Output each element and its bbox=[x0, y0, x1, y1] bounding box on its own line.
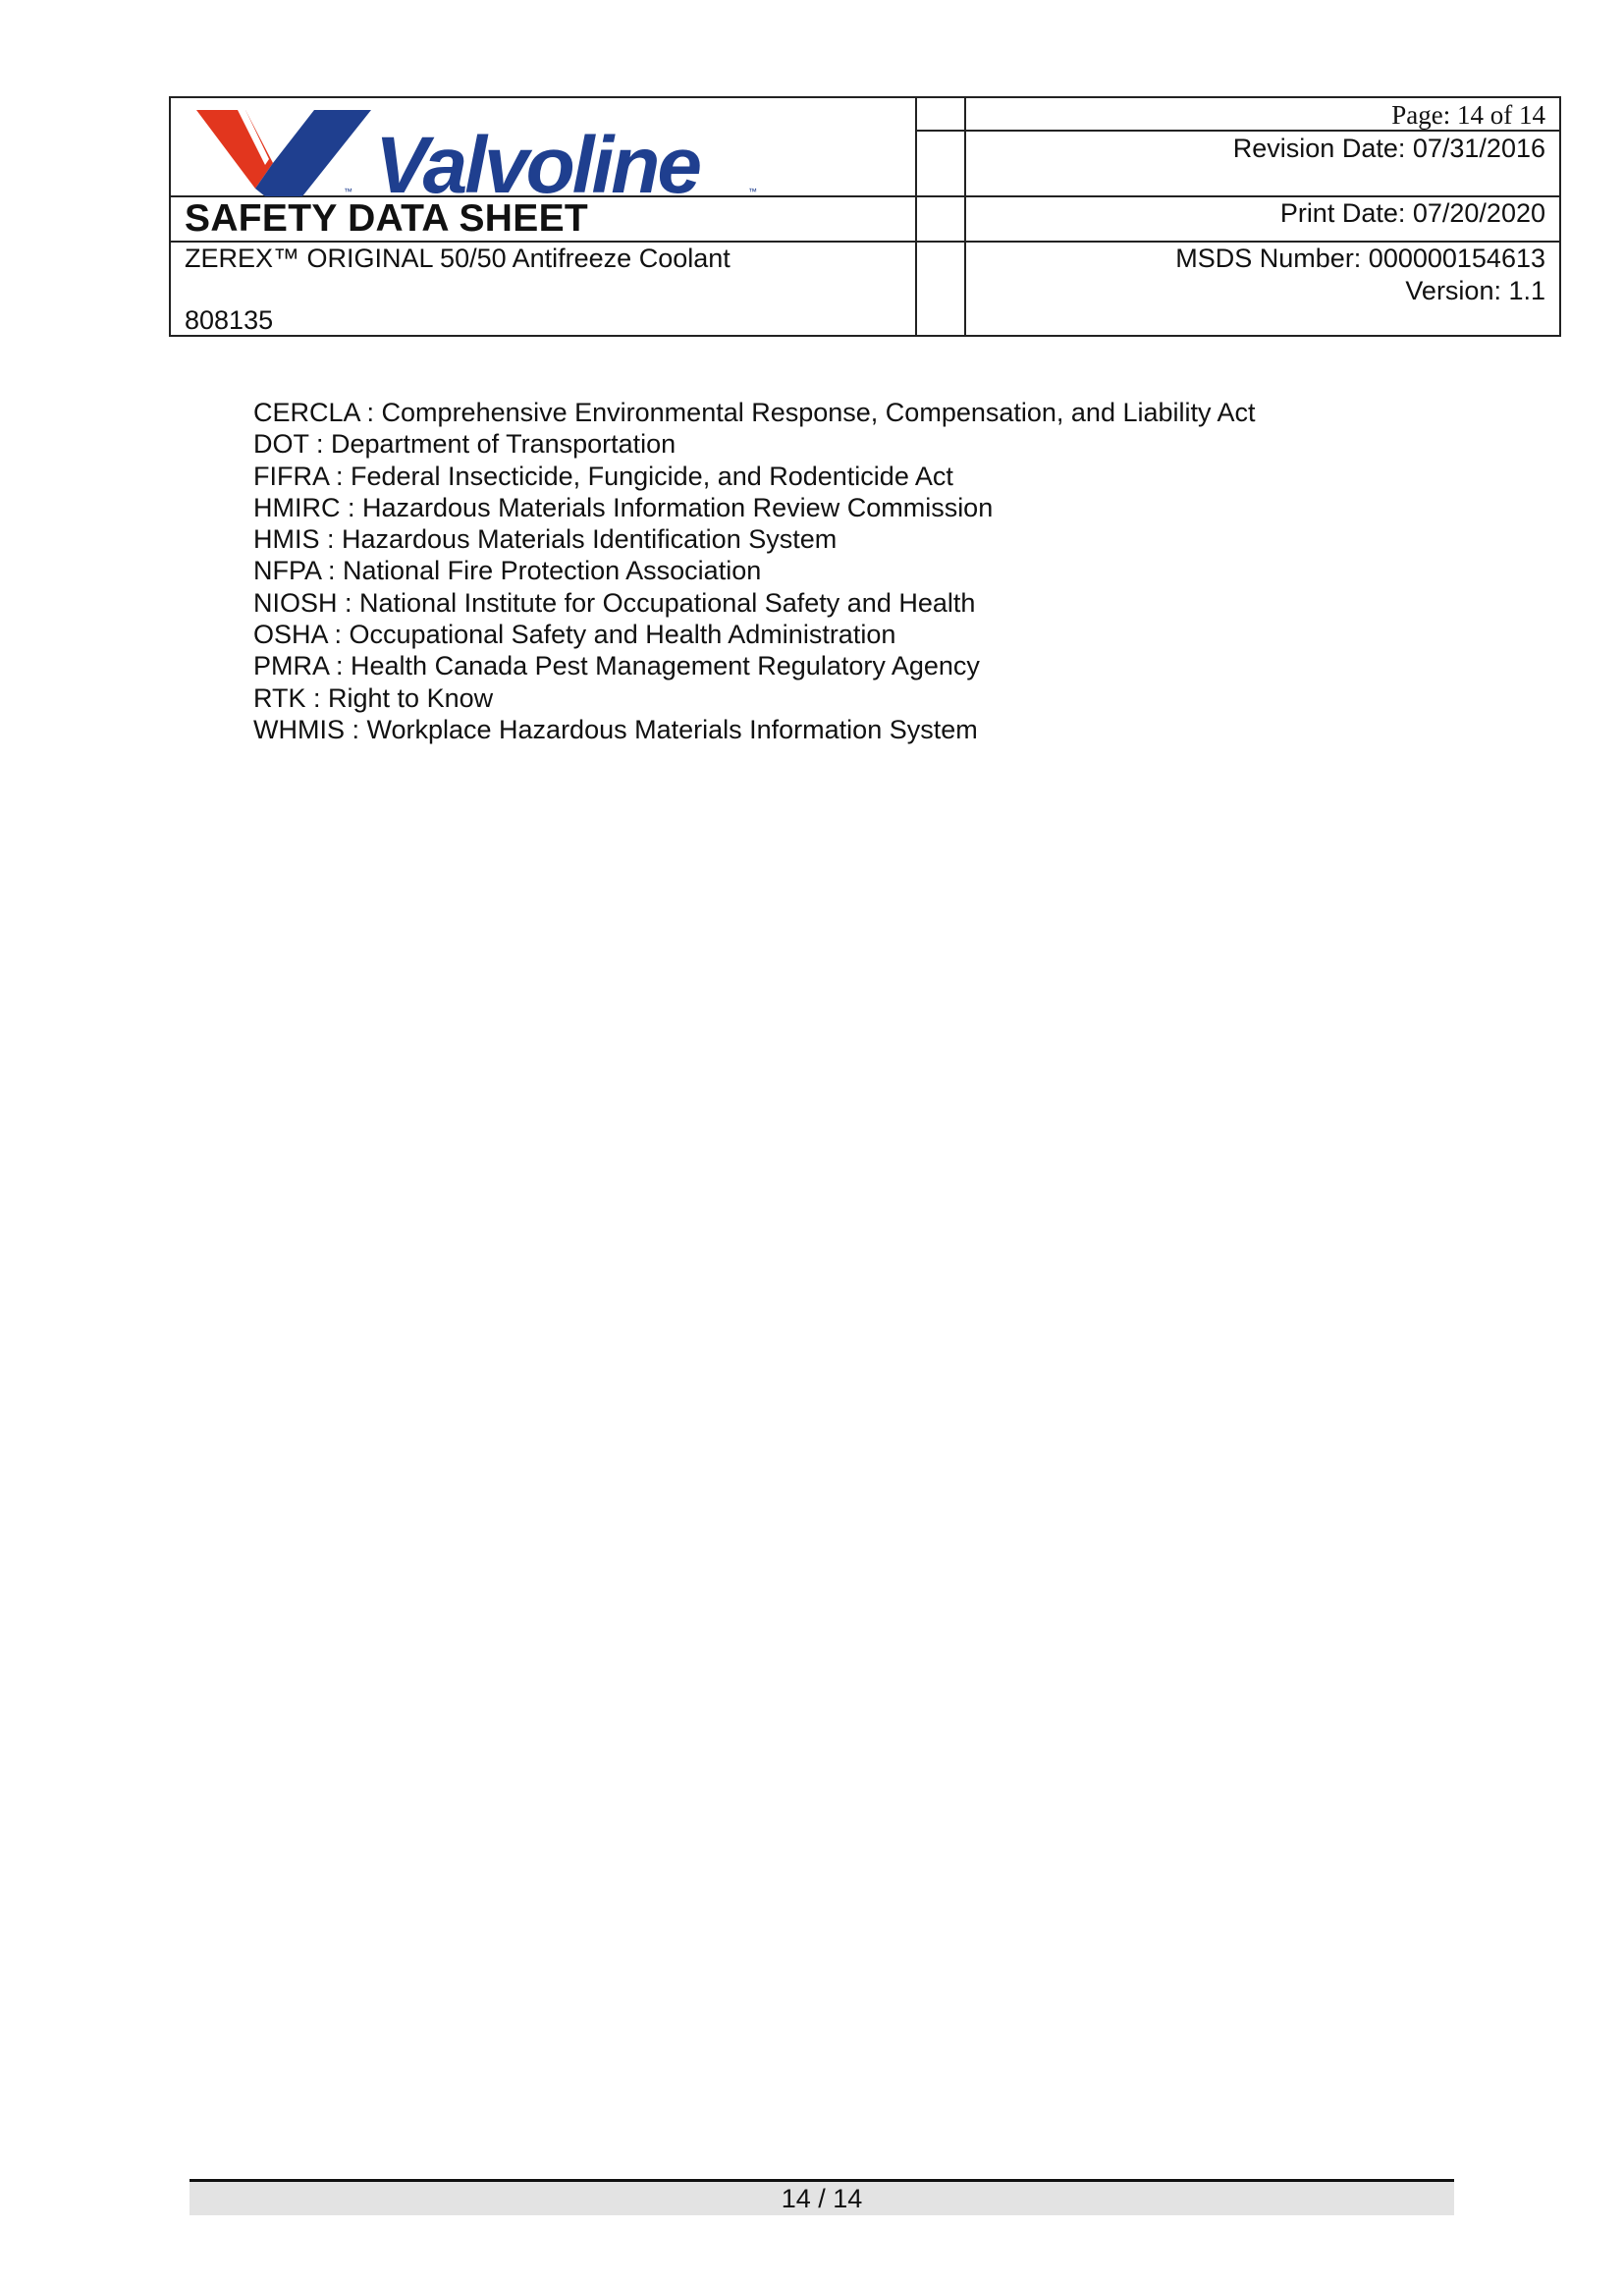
logo-blue-chevron bbox=[255, 110, 371, 196]
valvoline-logo bbox=[187, 102, 795, 196]
header-divider bbox=[964, 98, 966, 335]
abbreviations-list bbox=[253, 397, 1256, 745]
footer-bar bbox=[189, 2182, 1454, 2215]
document-title: SAFETY DATA SHEET bbox=[185, 197, 589, 240]
product-code: 808135 bbox=[185, 305, 274, 335]
trademark-mark: ™ bbox=[344, 187, 352, 196]
msds-number: MSDS Number: 000000154613 bbox=[1175, 244, 1545, 273]
list-item: HMIRC : Hazardous Materials Information Review Commission bbox=[253, 492, 994, 522]
list-item: CERCLA : Comprehensive Environmental Response, Compensation, and Liability Act bbox=[253, 398, 1256, 427]
list-item: NIOSH : National Institute for Occupational Safety and Health bbox=[253, 587, 976, 618]
list-item: DOT : Department of Transportation bbox=[253, 429, 677, 460]
version: Version: 1.1 bbox=[1405, 276, 1545, 305]
list-item: HMIS : Hazardous Materials Identification System bbox=[253, 524, 838, 555]
list-item: RTK : Right to Know bbox=[253, 682, 494, 713]
list-item: FIFRA : Federal Insecticide, Fungicide, and Rodenticide Act bbox=[253, 461, 953, 491]
document-header bbox=[169, 96, 1561, 337]
header-divider bbox=[915, 98, 917, 335]
trademark-mark: ™ bbox=[748, 187, 757, 196]
list-item: PMRA : Health Canada Pest Management Regulatory Agency bbox=[253, 651, 980, 681]
brand-wordmark: Valvoline bbox=[375, 121, 699, 196]
footer-page-number: 14 / 14 bbox=[781, 2184, 863, 2213]
list-item: NFPA : National Fire Protection Association bbox=[253, 556, 762, 586]
header-divider bbox=[915, 130, 964, 132]
revision-date: Revision Date: 07/31/2016 bbox=[1232, 134, 1545, 163]
page-indicator: Page: 14 of 14 bbox=[1391, 100, 1545, 130]
product-name: ZEREX™ ORIGINAL 50/50 Antifreeze Coolant bbox=[185, 244, 731, 273]
list-item: OSHA : Occupational Safety and Health Administration bbox=[253, 620, 896, 650]
list-item: WHMIS : Workplace Hazardous Materials Information System bbox=[253, 714, 978, 744]
print-date: Print Date: 07/20/2020 bbox=[1279, 198, 1545, 228]
